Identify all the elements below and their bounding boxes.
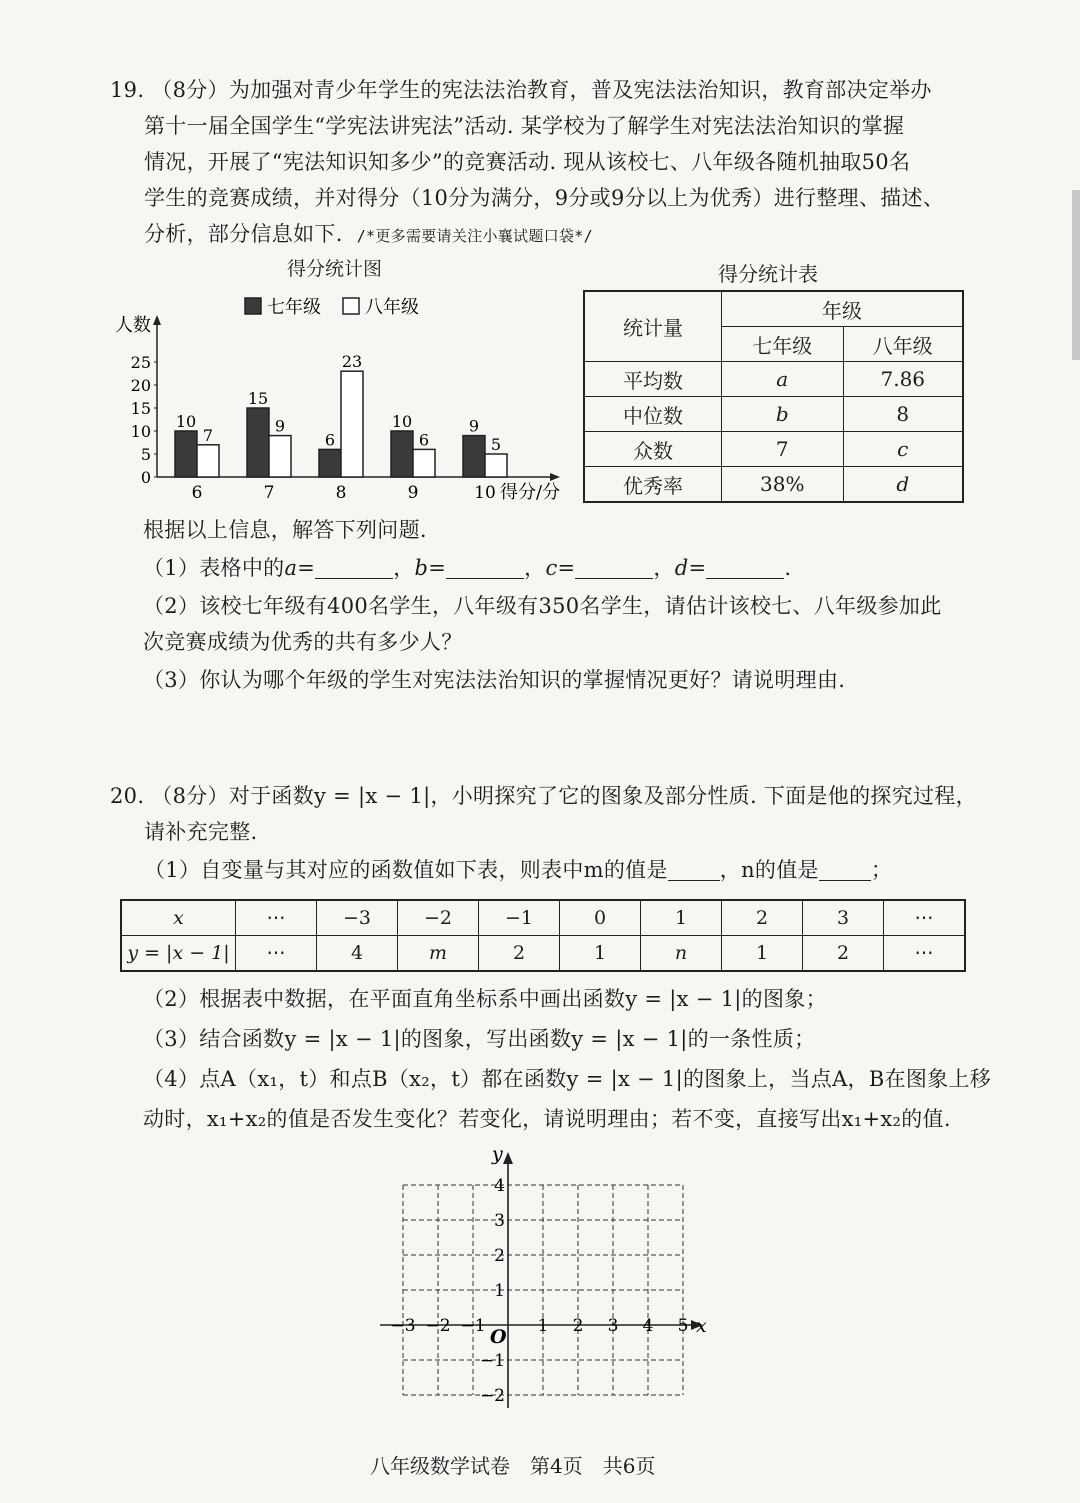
bar-value-label: 9 (468, 416, 480, 436)
x-cell: 3 (803, 900, 884, 936)
grid-y-arrow (503, 1152, 513, 1164)
score-bar-chart (105, 285, 575, 515)
q19-line: 第十一届全国学生“学宪法讲宪法”活动. 某学校为了解学生对宪法法治知识的掌握 (144, 114, 905, 138)
q19-line: 分析，部分信息如下. (144, 222, 343, 246)
x-tick-label: 7 (263, 483, 275, 503)
q20-sub1-text: （1）自变量与其对应的函数值如下表，则表中m的值是 (144, 858, 668, 882)
y-tick-label: 25 (130, 353, 151, 372)
q19-line: 情况，开展了“宪法知识知多少”的竞赛活动. 现从该校七、八年级各随机抽取50名 (144, 150, 911, 174)
y-cell: 2 (803, 936, 884, 972)
y-cell: 1 (560, 936, 641, 972)
page-footer: 八年级数学试卷 第4页 共6页 (370, 1454, 656, 1478)
bar-value-label: 6 (324, 430, 336, 450)
page-edge-shadow (1072, 190, 1080, 360)
q19-sub1-label: （1）表格中的 (143, 556, 285, 580)
x-cell: −2 (398, 900, 479, 936)
watermark-note: /*更多需要请关注小襄试题口袋*/ (356, 227, 593, 245)
x-tick-label: 9 (407, 483, 419, 503)
var-a: a= (284, 556, 316, 580)
bar (391, 431, 413, 477)
grid-y-tick-label: 1 (494, 1281, 505, 1301)
bar (269, 436, 291, 477)
y-axis-arrow (153, 315, 161, 325)
legend-label: 七年级 (267, 297, 321, 318)
q20-sub2: （2）根据表中数据，在平面直角坐标系中画出函数y = |x − 1|的图象； (143, 987, 827, 1011)
question-20-text (110, 778, 977, 888)
bar-value-label: 6 (418, 430, 430, 450)
bar (197, 445, 219, 477)
grid-y-tick-label: 4 (494, 1176, 505, 1196)
bar-value-label: 5 (490, 435, 502, 454)
grid-x-tick-label: 4 (642, 1316, 654, 1336)
grade7-header: 七年级 (722, 327, 844, 362)
x-axis-label: 得分/分 (500, 482, 561, 503)
y-axis-label: 人数 (115, 315, 151, 336)
y-cell: m (398, 936, 479, 972)
y-tick-label: 0 (140, 468, 151, 487)
blank-n[interactable] (819, 858, 871, 881)
q20-sub4: 动时，x₁+x₂的值是否发生变化？若变化，请说明理由；若不变，直接写出x₁+x₂的值. (143, 1107, 951, 1131)
q20-line: 请补充完整. (144, 820, 258, 844)
grid-y-tick-label: 2 (494, 1246, 505, 1266)
x-tick-label: 6 (191, 483, 203, 503)
x-cell: ⋯ (236, 900, 317, 936)
q20-sub3: （3）结合函数y = |x − 1|的图象，写出函数y = |x − 1|的一条性质； (143, 1027, 816, 1051)
var-c: c= (545, 556, 576, 580)
y-cell: 2 (479, 936, 560, 972)
q19-sub2: 次竞赛成绩为优秀的共有多少人？ (143, 630, 463, 654)
x-tick-label: 8 (335, 483, 347, 503)
bar (319, 449, 341, 477)
blank-d[interactable] (706, 556, 784, 579)
chart-title: 得分统计图 (287, 258, 383, 280)
bar-value-label: 7 (202, 425, 214, 445)
cell-g8: d (843, 467, 963, 503)
y-cell: ⋯ (236, 936, 317, 972)
q20-subquestions (143, 981, 991, 1137)
y-cell: 4 (317, 936, 398, 972)
bar-value-label: 9 (274, 416, 286, 436)
y-tick-label: 20 (130, 376, 151, 395)
bar-value-label: 10 (175, 412, 197, 431)
y-tick-label: 15 (130, 399, 151, 418)
cell-g8: c (843, 432, 963, 467)
question-19-text (110, 72, 944, 254)
stat-header: 统计量 (584, 291, 722, 362)
x-cell: 1 (641, 900, 722, 936)
blank-b[interactable] (446, 556, 524, 579)
row-label: 中位数 (584, 397, 722, 432)
grid-y-tick-label: 3 (494, 1211, 505, 1231)
q19-sub3: （3）你认为哪个年级的学生对宪法法治知识的掌握情况更好？请说明理由. (143, 668, 846, 692)
bar (175, 431, 197, 477)
grid-x-tick-label: 2 (572, 1316, 584, 1336)
q20-sub4: （4）点A（x₁，t）和点B（x₂，t）都在函数y = |x − 1|的图象上，当点A，B在图象上移 (143, 1067, 992, 1091)
blank-c[interactable] (575, 556, 653, 579)
x-cell: 0 (560, 900, 641, 936)
row-label: 众数 (584, 432, 722, 467)
y-cell: n (641, 936, 722, 972)
score-stat-table (583, 290, 964, 503)
grid-origin-label: O (490, 1326, 507, 1348)
grid-x-tick-label: −3 (390, 1316, 416, 1336)
grade-header: 年级 (722, 291, 964, 327)
blank-a[interactable] (315, 556, 393, 579)
bar (247, 408, 269, 477)
legend-swatch (245, 298, 261, 314)
cell-g7: 7 (722, 432, 844, 467)
cell-g7: a (722, 362, 844, 397)
y-tick-label: 10 (130, 422, 151, 441)
cell-g8: 8 (843, 397, 963, 432)
grid-x-tick-label: 1 (537, 1316, 549, 1336)
x-row-label: x (121, 900, 236, 936)
q20-sub1-post: ； (870, 858, 893, 882)
x-cell: −3 (317, 900, 398, 936)
bar (341, 371, 363, 477)
y-row-label: y = |x − 1| (121, 936, 236, 972)
row-label: 优秀率 (584, 467, 722, 503)
cell-g7: b (722, 397, 844, 432)
x-cell: 2 (722, 900, 803, 936)
grid-x-tick-label: 5 (677, 1316, 689, 1336)
q19-line: 学生的竞赛成绩，并对得分（10分为满分，9分或9分以上为优秀）进行整理、描述、 (144, 186, 945, 210)
grid-x-tick-label: 3 (607, 1316, 619, 1336)
x-cell: −1 (479, 900, 560, 936)
function-value-table (120, 899, 966, 972)
y-tick-label: 5 (140, 445, 151, 464)
grid-y-tick-label: −2 (479, 1386, 505, 1406)
grade8-header: 八年级 (843, 327, 963, 362)
bar (463, 436, 485, 477)
blank-m[interactable] (668, 858, 720, 881)
table-title: 得分统计表 (718, 262, 818, 286)
x-tick-label: 10 (474, 483, 496, 503)
bar (413, 449, 435, 477)
var-b: b= (414, 556, 447, 580)
bar-value-label: 15 (247, 389, 269, 408)
y-cell: ⋯ (884, 936, 966, 972)
q19-prompt: 根据以上信息，解答下列问题. (143, 518, 427, 542)
q20-sub1-mid: ，n的值是 (719, 858, 819, 882)
q20-line: 20. （8分）对于函数y = |x − 1|，小明探究了它的图象及部分性质. 下面是他的探究过程， (110, 784, 977, 808)
row-label: 平均数 (584, 362, 722, 397)
x-axis-arrow (550, 473, 560, 481)
legend-label: 八年级 (365, 297, 419, 318)
grid-x-tick-label: −2 (425, 1316, 451, 1336)
q19-sub2: （2）该校七年级有400名学生，八年级有350名学生，请估计该校七、八年级参加此 (143, 594, 942, 618)
q19-subquestions: 根据以上信息，解答下列问题. （1）表格中的a= ，b= ，c= ，d= . （2）该校七年级有400名学生，八年级有350名学生，请估计该校七、八年级参加此 次竞赛成绩为优秀的共有多少人？ （3）你认为哪个年级的学生对宪法法治知识的掌握情况更好？请说明理由. (143, 512, 942, 698)
cell-g8: 7.86 (843, 362, 963, 397)
bar (485, 454, 507, 477)
q19-line: 19. （8分）为加强对青少年学生的宪法法治教育，普及宪法法治知识，教育部决定举办 (110, 78, 932, 102)
var-d: d= (674, 556, 707, 580)
legend-swatch (343, 298, 359, 314)
bar-value-label: 23 (341, 352, 363, 372)
x-cell: ⋯ (884, 900, 966, 936)
coordinate-grid[interactable] (370, 1140, 730, 1415)
cell-g7: 38% (722, 467, 844, 503)
grid-x-tick-label: −1 (460, 1316, 486, 1336)
grid-x-axis-label: x (696, 1315, 707, 1337)
grid-y-tick-label: −1 (479, 1351, 505, 1371)
y-cell: 1 (722, 936, 803, 972)
grid-y-axis-label: y (492, 1143, 503, 1165)
bar-value-label: 10 (391, 412, 413, 431)
